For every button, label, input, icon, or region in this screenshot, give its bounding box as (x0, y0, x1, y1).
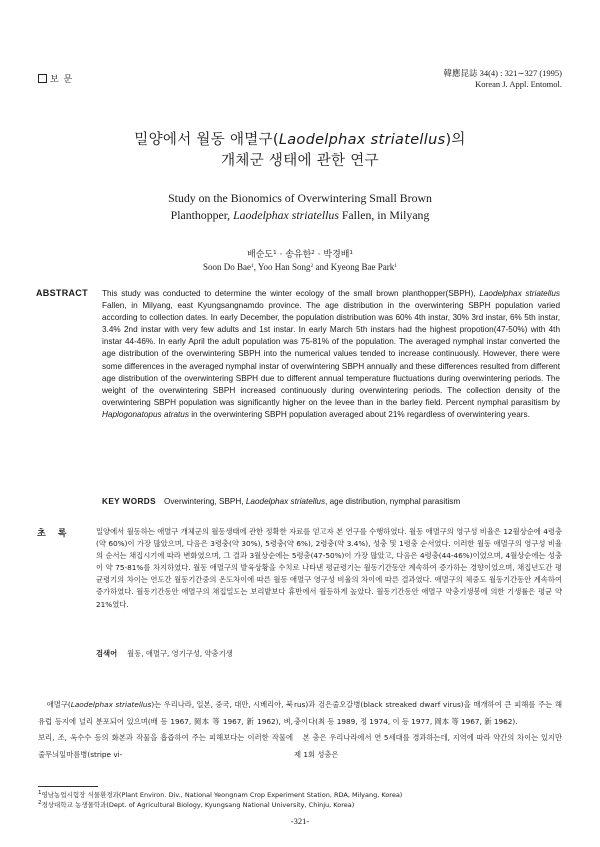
authors-english: Soon Do Bae$^1$, Yoo Han Song$^2$ and Kyeong Bae Park$^1$ (202, 262, 397, 272)
abstract-label: ABSTRACT (36, 288, 88, 298)
journal-name-en: Korean J. Appl. Entomol. (475, 79, 562, 89)
title-english-line2: Planthopper, Laodelphax striatellus Fallen, in Milyang (170, 208, 430, 222)
page-number: -321- (290, 816, 310, 826)
keywords: KEY WORDS Overwintering, SBPH, Laodelphax striatellus, age distribution, nymphal parasitism (102, 497, 461, 506)
korean-abstract-label: 초록 (37, 529, 79, 539)
author-name: 박경배 (323, 250, 350, 260)
intro-column-right: rus)과 검은줄오갈병(black streaked dwarf virus)을 매개하여 큰 피해를 주는 해충이다(최 등 1989, 정 1974, 이 등 1977, 岡本 等 1967, 新 1962). 본 충은 우리나라에서 연 5세대를 경과하는데, 지역에 따라 약간의 차이는 있지만 제 1회 성충은 (294, 700, 562, 759)
journal-reference (443, 68, 562, 90)
title-english-line1: Study on the Bionomics of Overwintering Small Brown (168, 191, 432, 205)
title-scientific-name: Laodelphax striatellus (278, 132, 446, 148)
footnote-2: $^2$경상대학교 농생물학과(Dept. of Agricultural Biology, Kyungsang National University, Chinju, Korea) (38, 800, 355, 809)
abstract-body: This study was conducted to determine the winter ecology of the small brown planthopper(SBPH), Laodelphax striatellus Fallen, in Milyang, east Kyungsangnamdo province. The age distribution in the overwintering SBPH population varied according to collection dates. In early December, the population distribution was 60% 4th instar, 30% 3rd instar, 6% 5th instar, 3.4% 2nd instar with very few adults and 1st instar. In early March 5th instars had the highest propotion(47-50%) with 4th instar 44-46%. In early April the adult population was 75-81% of the population. The averaged nymphal instar converted the age distribution of the overwintering SBPH into the numerical values tended to increase continuously. However, there were some differences in the averaged nymphal instar of overwintering SBPH annually and these differences resulted from different age distribution of the overwintering SBPH due to different annual temperature fluctuations during overwintering periods. The weight of the overwintering SBPH increased continuously during overwintering periods. The collection density of the overwintering SBPH population was significantly higher on the levee than in the barley field. Percent nymphal parasitism by Haplogonatopus atratus in the overwintering SBPH population averaged about 21% regardless of overwintering years. (102, 289, 560, 419)
section-label: 보 문 (38, 72, 73, 85)
title-korean-line2: 개체군 생태에 관한 연구 (221, 153, 379, 169)
footnote-divider (38, 786, 98, 787)
korean-keywords-label: 검색어 (96, 649, 118, 658)
korean-abstract-body: 밀양에서 월동하는 애멸구 개체군의 월동생태에 관한 정확한 자료를 얻고자 본 연구를 수행하였다. 월동 애멸구의 영구성 비율은 12월상순에 4령충(약 60%)이 가장 많았으며, 다음은 3령충(약 30%), 5령충(약 6%), 2령충(약 3.4%), 성충 및 1령충 순서였다. 이러한 월동 애멸구의 영구성 비율의 순서는 채집시기에 따라 변화였으며, 그 결과 3월상순에는 5령충(47-50%)이 가장 많았고, 다음은 4령충(44-46%)이었으며, 4월상순에는 성충이 약 75-81%를 차지하였다. 월동 애멸구의 발육상황을 수치로 나타낸 평균령기는 월동기간동안 계속하여 증가하는 경향이었으며, 채집년도간 평균령기의 차이는 연도간 월동기간중의 온도차이에 따른 월동 애멸구 영구성 비율의 차이에 따른 결과였다. 애멸구의 체중도 월동기간동안 계속하여 증가하였다. 월동기간동안 애멸구의 채집밀도는 보리밭보다 휴반에서 월등하게 높았다. 월동기간동안 애멸구 약충기생봉에 의한 기생률은 평균 약 21%였다. (96, 527, 562, 609)
authors-korean: 배순도$^1$ · 송유한$^2$ · 박경배$^1$ (247, 250, 353, 260)
title-korean-line1: 밀양에서 월동 애멸구(Laodelphax striatellus)의 (134, 132, 466, 148)
checkbox-square-icon (38, 74, 47, 83)
title-korean (0, 130, 600, 172)
title-english (0, 190, 600, 224)
keywords-label: KEY WORDS (102, 497, 156, 506)
intro-column-left: 애멸구(Laodelphax striatellus)는 우리나라, 일본, 중국, 대만, 시베리아, 북유럽 등지에 널리 분포되어 있으며(배 등 1967, 岡本 等 1967, 新 1962), 벼, 보리, 조, 옥수수 등의 화본과 작물을 흡즙하여 주는 피해보다는 이러한 작물에 줄무늬잎마름병(stripe vi- (38, 700, 293, 759)
author-name: 배순도 (247, 250, 274, 260)
footnote-1: $^1$영남농업시험장 식물환경과(Plant Environ. Div., National Yeongnam Crop Experiment Station, RDA, Milyang, Korea) (38, 790, 403, 799)
korean-keywords: 검색어 월동, 애멸구, 영기구성, 약충기생 (96, 649, 233, 658)
journal-citation: 韓應昆誌 34(4) : 321∼327 (1995) (443, 68, 562, 78)
author-name: 송유한 (285, 250, 312, 260)
